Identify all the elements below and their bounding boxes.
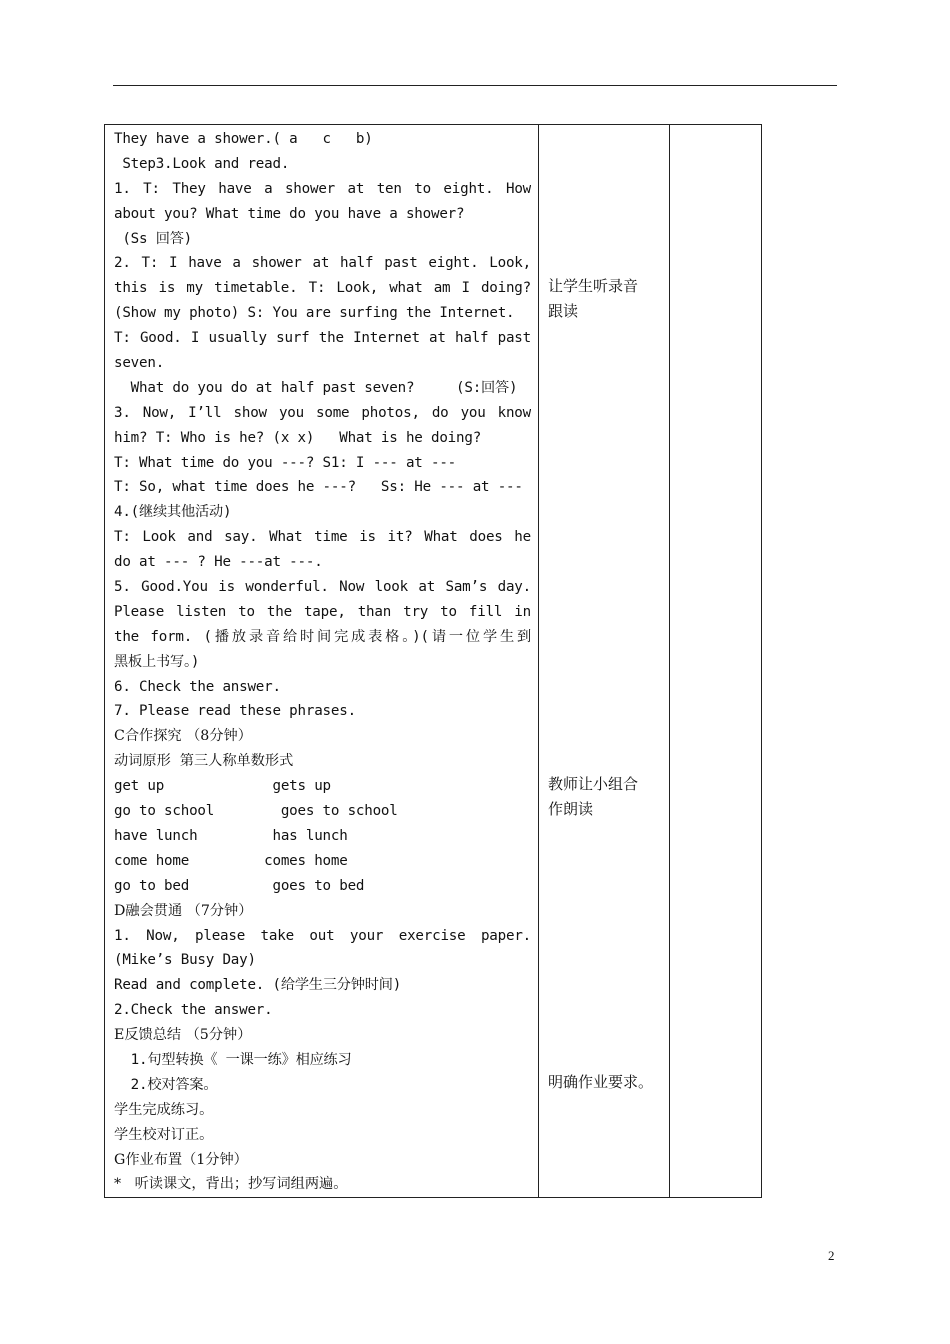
note-listen <box>548 274 666 324</box>
note-listen-line-1: 让学生听录音 <box>548 277 639 295</box>
blank-column <box>670 125 762 1198</box>
text-line: do at --- ? He ---at ---. <box>114 554 323 571</box>
text-line: go to bed goes to bed <box>114 877 365 894</box>
text-line: this is my timetable. T: Look, what am I doing? <box>114 280 531 297</box>
text-line: 1. T: They have a shower at ten to eight. How <box>114 180 531 197</box>
text-line: 1.句型转换《 一课一练》相应练习 <box>114 1051 352 1068</box>
text-line: Step3.Look and read. <box>114 155 290 172</box>
text-line: (Ss 回答) <box>114 230 193 247</box>
activity-text <box>105 125 538 1197</box>
text-line: * 听读课文，背出；抄写词组两遍。 <box>114 1176 348 1193</box>
text-line: about you? What time do you have a shower? <box>114 205 465 222</box>
text-line: seven. <box>114 355 165 372</box>
text-line: have lunch has lunch <box>114 827 348 844</box>
page-number: 2 <box>828 1248 835 1263</box>
text-line: D融会贯通 （7分钟） <box>114 902 253 919</box>
text-line: the form. (播放录音给时间完成表格。)(请一位学生到 <box>114 628 531 645</box>
text-line: (Show my photo) S: You are surfing the Internet. <box>114 305 515 322</box>
text-line: G作业布置（1分钟） <box>114 1151 248 1168</box>
text-line: 学生完成练习。 <box>114 1101 214 1118</box>
text-line: 黑板上书写。) <box>114 653 200 670</box>
text-line: 2. T: I have a shower at half past eight. Look, <box>114 255 531 272</box>
text-line: 4.(继续其他活动) <box>114 504 232 521</box>
text-line: 6. Check the answer. <box>114 678 281 695</box>
text-line: come home comes home <box>114 852 348 869</box>
note-listen-line-2: 跟读 <box>548 302 579 320</box>
text-line: T: So, what time does he ---? Ss: He --- at --- <box>114 479 523 496</box>
text-line: 1. Now, please take out your exercise paper. <box>114 927 531 944</box>
text-line: What do you do at half past seven? (S:回答) <box>114 379 518 396</box>
header-rule <box>113 85 837 86</box>
text-line: They have a shower.( a c b) <box>114 131 373 147</box>
text-line: 7. Please read these phrases. <box>114 703 356 720</box>
text-line: C合作探究 （8分钟） <box>114 728 252 745</box>
text-line: go to school goes to school <box>114 803 398 820</box>
activity-column <box>105 125 539 1198</box>
text-line: 学生校对订正。 <box>114 1126 214 1143</box>
text-line: T: What time do you ---? S1: I --- at --- <box>114 454 457 471</box>
text-line: 5. Good.You is wonderful. Now look at Sam’s day. <box>114 579 531 596</box>
note-group-line-2: 作朗读 <box>548 800 594 818</box>
text-line: 2.Check the answer. <box>114 1002 273 1019</box>
text-line: T: Good. I usually surf the Internet at half past <box>114 330 531 347</box>
note-homework-line-1: 明确作业要求。 <box>548 1073 654 1091</box>
note-group-line-1: 教师让小组合 <box>548 775 639 793</box>
text-line: (Mike’s Busy Day) <box>114 952 256 969</box>
text-line: E反馈总结 （5分钟） <box>114 1027 252 1044</box>
note-homework <box>548 1070 666 1095</box>
text-line: 3. Now, I’ll show you some photos, do you know <box>114 404 531 421</box>
text-line: Read and complete. (给学生三分钟时间) <box>114 977 402 994</box>
text-line: Please listen to the tape, than try to fill in <box>114 603 531 620</box>
note-group-reading <box>548 772 666 822</box>
text-line: him? T: Who is he? (x x) What is he doing? <box>114 429 482 446</box>
text-line: 2.校对答案。 <box>114 1076 218 1093</box>
text-line: get up gets up <box>114 778 331 795</box>
text-line: 动词原形 第三人称单数形式 <box>114 753 294 770</box>
text-line: T: Look and say. What time is it? What does he <box>114 529 531 546</box>
